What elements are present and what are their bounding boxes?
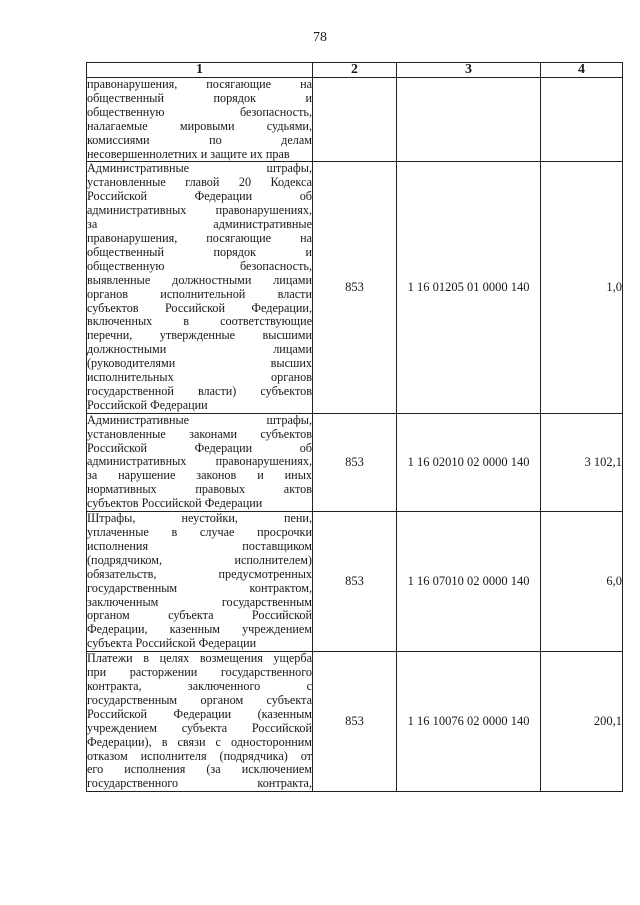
column-header-4: 4: [541, 63, 623, 78]
row-description: [87, 78, 313, 162]
row-classification-code: 1 16 02010 02 0000 140: [397, 413, 541, 511]
revenue-table: [86, 62, 623, 792]
row-classification-code: 1 16 10076 02 0000 140: [397, 652, 541, 792]
row-description: [87, 512, 313, 652]
row-amount: 1,0: [541, 162, 623, 413]
row-description: [87, 162, 313, 413]
description-line: Федерации, казенным учреждением: [87, 622, 312, 637]
description-line: государственной власти) субъектов: [87, 383, 312, 398]
description-line: Федерации), в связи с односторонним: [87, 734, 312, 749]
description-line: отказом исполнителя (подрядчика) от: [87, 748, 312, 763]
description-line: комиссиями по делам: [87, 132, 312, 147]
description-line: исполнения поставщиком: [87, 538, 312, 553]
column-header-1: 1: [87, 63, 313, 78]
row-description: [87, 413, 313, 511]
row-admin-code: 853: [313, 652, 397, 792]
description-line: общественную безопасность,: [87, 104, 312, 119]
description-line: Административные штрафы,: [87, 412, 312, 427]
description-line: за нарушение законов и иных: [87, 468, 312, 483]
description-line: субъекта Российской Федерации: [87, 636, 257, 651]
description-line: общественную безопасность,: [87, 258, 312, 273]
row-amount: 200,1: [541, 652, 623, 792]
row-amount: 6,0: [541, 512, 623, 652]
description-line: перечни, утвержденные высшими: [87, 328, 312, 343]
description-line: Российской Федерации об: [87, 440, 312, 455]
description-line: (руководителями высших: [87, 356, 312, 371]
description-line: (подрядчиком, исполнителем): [87, 552, 312, 567]
description-line: субъектов Российской Федерации: [87, 496, 263, 511]
description-line: выявленные должностными лицами: [87, 272, 312, 287]
description-line: субъектов Российской Федерации,: [87, 300, 312, 315]
description-line: государственным органом субъекта: [87, 692, 312, 707]
description-line: Российской Федерации об: [87, 189, 312, 204]
row-admin-code: 853: [313, 162, 397, 413]
description-line: Штрафы, неустойки, пени,: [87, 511, 312, 526]
row-description: [87, 652, 313, 792]
row-amount: 3 102,1: [541, 413, 623, 511]
page-number: 78: [313, 30, 327, 45]
description-line: Российской Федерации (казенным: [87, 706, 312, 721]
description-line: административных правонарушениях,: [87, 454, 312, 469]
description-line: его исполнения (за исключением: [87, 762, 312, 777]
column-header-3: 3: [397, 63, 541, 78]
description-line: при расторжении государственного: [87, 665, 312, 680]
table-row: [87, 512, 623, 652]
description-line: административных правонарушениях,: [87, 203, 312, 218]
table-row: [87, 652, 623, 792]
description-line: Российской Федерации: [87, 397, 208, 412]
table-header-row: [87, 63, 623, 78]
row-admin-code: 853: [313, 413, 397, 511]
table-row: [87, 413, 623, 511]
table-row: [87, 78, 623, 162]
description-line: должностными лицами: [87, 342, 312, 357]
description-line: установленные законами субъектов: [87, 426, 312, 441]
row-amount: [541, 78, 623, 162]
description-line: общественный порядок и: [87, 244, 312, 259]
row-classification-code: [397, 78, 541, 162]
description-line: контракта, заключенного с: [87, 678, 312, 693]
description-line: государственного контракта,: [87, 776, 312, 791]
description-line: общественный порядок и: [87, 90, 312, 105]
description-line: налагаемые мировыми судьями,: [87, 118, 312, 133]
description-line: учреждением субъекта Российской: [87, 720, 312, 735]
description-line: правонарушения, посягающие на: [87, 230, 312, 245]
description-line: несовершеннолетних и защите их прав: [87, 146, 290, 161]
description-line: заключенным государственным: [87, 594, 312, 609]
column-header-2: 2: [313, 63, 397, 78]
description-line: установленные главой 20 Кодекса: [87, 175, 312, 190]
description-line: Административные штрафы,: [87, 161, 312, 176]
description-line: обязательств, предусмотренных: [87, 566, 312, 581]
table-row: [87, 162, 623, 413]
row-classification-code: 1 16 07010 02 0000 140: [397, 512, 541, 652]
description-line: Платежи в целях возмещения ущерба: [87, 651, 312, 666]
description-line: государственным контрактом,: [87, 580, 312, 595]
description-line: исполнительных органов: [87, 370, 312, 385]
description-line: за административные: [87, 217, 312, 232]
description-line: правонарушения, посягающие на: [87, 77, 312, 91]
description-line: органом субъекта Российской: [87, 608, 312, 623]
description-line: включенных в соответствующие: [87, 314, 312, 329]
row-admin-code: [313, 78, 397, 162]
row-admin-code: 853: [313, 512, 397, 652]
row-classification-code: 1 16 01205 01 0000 140: [397, 162, 541, 413]
description-line: уплаченные в случае просрочки: [87, 525, 312, 539]
description-line: нормативных правовых актов: [87, 482, 312, 497]
description-line: органов исполнительной власти: [87, 286, 312, 301]
table-body: [87, 78, 623, 792]
